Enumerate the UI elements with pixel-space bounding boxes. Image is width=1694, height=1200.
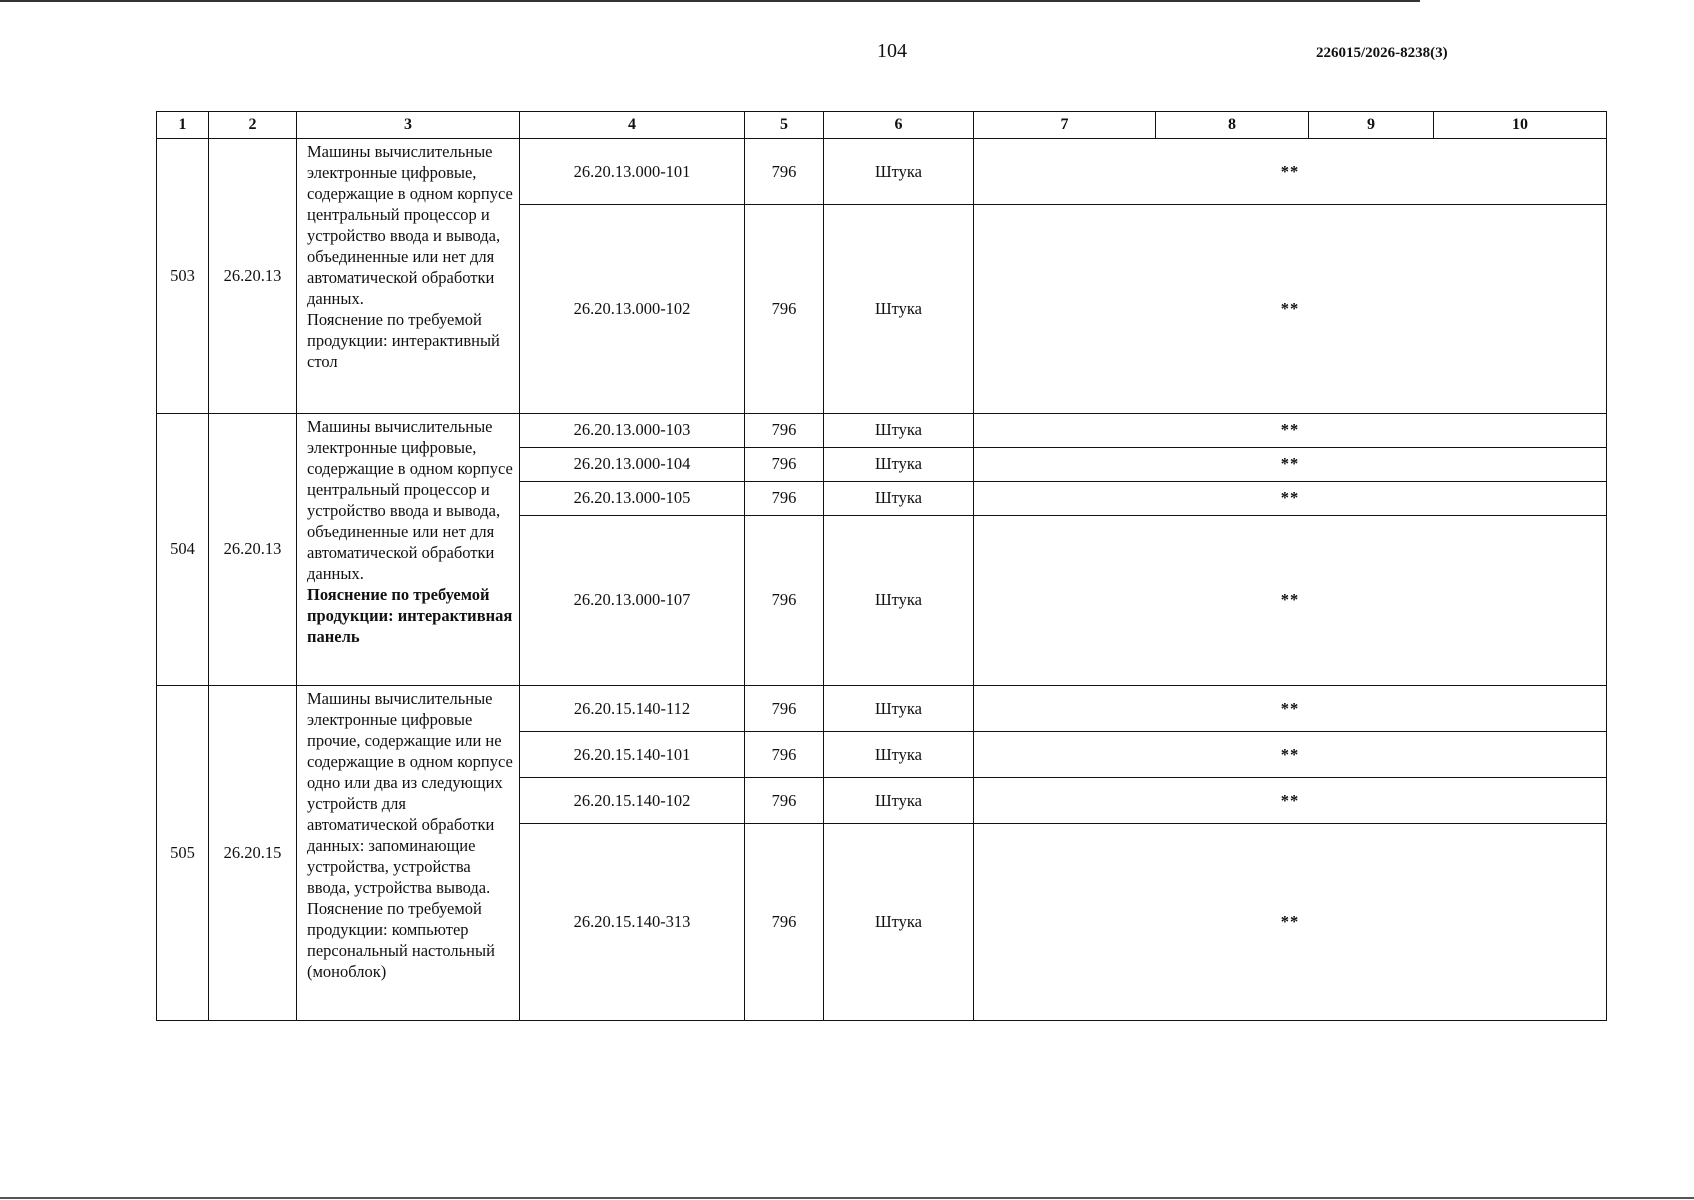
column-header: 7 [974,112,1156,139]
ktru-code: 26.20.15.140-101 [520,732,745,778]
requirements-mark: ** [974,824,1607,1021]
unit-code: 796 [745,732,824,778]
page-number: 104 [877,40,907,62]
top-border-line [0,0,1420,2]
column-header: 9 [1309,112,1434,139]
column-header: 3 [297,112,520,139]
table-row [157,686,1607,732]
unit-name: Штука [824,515,974,685]
ktru-code: 26.20.13.000-104 [520,447,745,481]
unit-code: 796 [745,139,824,205]
description-main: Машины вычислительные электронные цифровые, содержащие в одном корпусе центральный процессор и устройство ввода и вывода, объединенные или нет для автоматической обработки данных. [307,142,513,308]
requirements-mark: ** [974,205,1607,413]
unit-name: Штука [824,778,974,824]
ktru-code: 26.20.15.140-102 [520,778,745,824]
ktru-code: 26.20.13.000-107 [520,515,745,685]
okpd-code: 26.20.13 [209,139,297,414]
table-row [157,139,1607,205]
unit-name: Штука [824,205,974,413]
requirements-mark: ** [974,447,1607,481]
column-header: 10 [1434,112,1607,139]
description-main: Машины вычислительные электронные цифровые прочие, содержащие или не содержащие в одном корпусе одно или два из следующих устройств для автоматической обработки данных: запоминающие устройства, устройства ввода, устройства вывода. [307,689,513,898]
requirements-mark: ** [974,732,1607,778]
requirements-mark: ** [974,778,1607,824]
description-note: Пояснение по требуемой продукции: компьютер персональный настольный (моноблок) [307,899,495,982]
description-note: Пояснение по требуемой продукции: интерактивная панель [307,584,513,646]
ktru-code: 26.20.13.000-102 [520,205,745,413]
ktru-code: 26.20.13.000-105 [520,481,745,515]
column-header: 6 [824,112,974,139]
unit-code: 796 [745,481,824,515]
unit-name: Штука [824,481,974,515]
unit-code: 796 [745,413,824,447]
unit-name: Штука [824,447,974,481]
unit-name: Штука [824,413,974,447]
products-table [156,111,1607,1021]
requirements-mark: ** [974,413,1607,447]
table-row [157,413,1607,447]
column-header: 5 [745,112,824,139]
unit-name: Штука [824,732,974,778]
ktru-code: 26.20.15.140-112 [520,686,745,732]
column-header: 8 [1156,112,1309,139]
unit-code: 796 [745,205,824,413]
unit-code: 796 [745,447,824,481]
unit-name: Штука [824,824,974,1021]
product-description [297,686,520,1021]
column-header: 1 [157,112,209,139]
unit-code: 796 [745,824,824,1021]
column-header: 2 [209,112,297,139]
ktru-code: 26.20.13.000-103 [520,413,745,447]
unit-code: 796 [745,778,824,824]
requirements-mark: ** [974,481,1607,515]
requirements-mark: ** [974,515,1607,685]
description-main: Машины вычислительные электронные цифровые, содержащие в одном корпусе центральный процессор и устройство ввода и вывода, объединенные или нет для автоматической обработки данных. [307,416,513,583]
row-number: 504 [157,413,209,686]
requirements-mark: ** [974,686,1607,732]
unit-code: 796 [745,686,824,732]
okpd-code: 26.20.15 [209,686,297,1021]
document-code: 226015/2026-8238(3) [1316,45,1448,61]
requirements-mark: ** [974,139,1607,205]
header-row [157,112,1607,139]
product-description [297,413,520,686]
column-header: 4 [520,112,745,139]
bottom-border-line [0,1197,1694,1199]
ktru-code: 26.20.13.000-101 [520,139,745,205]
ktru-code: 26.20.15.140-313 [520,824,745,1021]
row-number: 505 [157,686,209,1021]
unit-name: Штука [824,139,974,205]
unit-code: 796 [745,515,824,685]
row-number: 503 [157,139,209,414]
description-note: Пояснение по требуемой продукции: интерактивный стол [307,310,500,371]
product-description [297,139,520,414]
okpd-code: 26.20.13 [209,413,297,686]
unit-name: Штука [824,686,974,732]
